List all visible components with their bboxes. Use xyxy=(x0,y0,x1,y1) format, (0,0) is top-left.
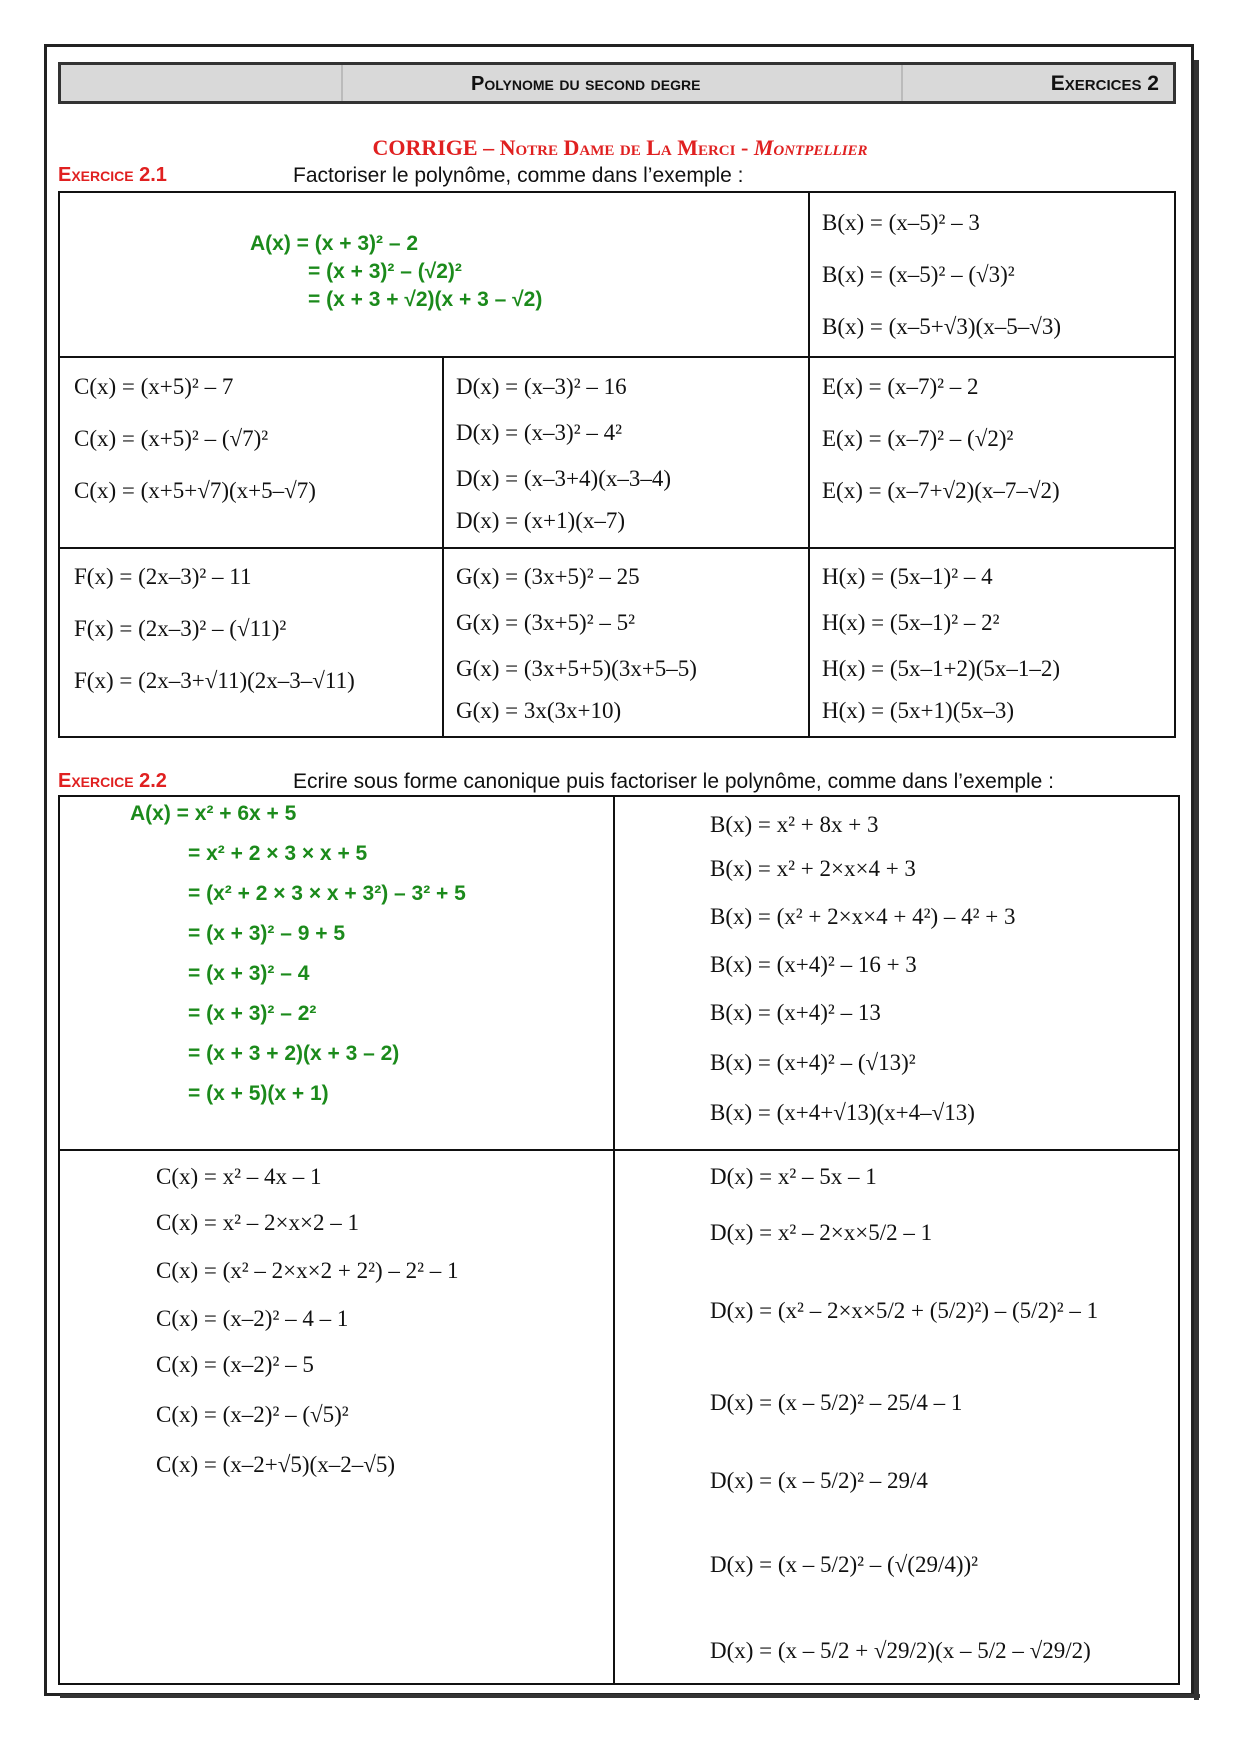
exercise-2-2-label: Exercice 2.2 xyxy=(58,770,167,792)
exercise-2-1-instruction: Factoriser le polynôme, comme dans l’exemple : xyxy=(293,164,744,187)
header-exercises: Exercices 2 xyxy=(1050,72,1159,95)
header-title: Polynome du second degre xyxy=(471,73,701,95)
page-header xyxy=(58,62,1176,104)
exercise-2-1-label: Exercice 2.1 xyxy=(58,164,167,186)
corrige-title: CORRIGE – Notre Dame de La Merci - Montpellier xyxy=(372,135,868,160)
exercise-2-2-table: A(x) = x² + 6x + 5 = x² + 2 × 3 × x + 5 = (x² + 2 × 3 × x + 3²) – 3² + 5 = (x + 3)² – 9 + 5 = (x + 3)² – 4 = (x + 3)² – 2² = (x + 3 + 2)(x + 3 – 2) = (x + 5)(x + 1) B(x) = x² + 8x + 3 B(x) = x² + 2×x×4 + 3 B(x) = (x² + 2×x×4 + 4²) – 4² + 3 B(x) = (x+4)² – 16 + 3 B(x) = (x+4)² – 13 B(x) = (x+4)² – (√13)² B(x) = (x+4+√13)(x+4–√13) C(x) = x² – 4x – 1 C(x) = x² – 2×x×2 – 1 C(x) = (x² – 2×x×2 + 2²) – 2² – 1 C(x) = (x–2)² – 4 – 1 C(x) = (x–2)² – 5 C(x) = (x–2)² – (√5)² C(x) = (x–2+√5)(x–2–√5) D(x) = x² – 5x – 1 D(x) = x² – 2×x×5/2 – 1 D(x) = (x² – 2×x×5/2 + (5/2)²) – (5/2)² – 1 D(x) = (x – 5/2)² – 25/4 – 1 D(x) = (x – 5/2)² – 29/4 D(x) = (x – 5/2)² – (√(29/4))² D(x) = (x – 5/2 + √29/2)(x – 5/2 – √29/2) xyxy=(58,795,1180,1685)
frame-shadow xyxy=(60,1694,1200,1698)
frame-shadow xyxy=(1194,60,1199,1700)
exercise-2-2-instruction: Ecrire sous forme canonique puis factoriser le polynôme, comme dans l’exemple : xyxy=(293,770,1055,793)
exercise-2-1-table: A(x) = (x + 3)² – 2 = (x + 3)² – (√2)² = (x + 3 + √2)(x + 3 – √2) B(x) = (x–5)² – 3 B(x) = (x–5)² – (√3)² B(x) = (x–5+√3)(x–5–√3) C(x) = (x+5)² – 7 C(x) = (x+5)² – (√7)² C(x) = (x+5+√7)(x+5–√7) D(x) = (x–3)² – 16 D(x) = (x–3)² – 4² D(x) = (x–3+4)(x–3–4) D(x) = (x+1)(x–7) E(x) = (x–7)² – 2 E(x) = (x–7)² – (√2)² E(x) = (x–7+√2)(x–7–√2) F(x) = (2x–3)² – 11 F(x) = (2x–3)² – (√11)² F(x) = (2x–3+√11)(2x–3–√11) G(x) = (3x+5)² – 25 G(x) = (3x+5)² – 5² G(x) = (3x+5+5)(3x+5–5) G(x) = 3x(3x+10) H(x) = (5x–1)² – 4 H(x) = (5x–1)² – 2² H(x) = (5x–1+2)(5x–1–2) H(x) = (5x+1)(5x–3) xyxy=(58,191,1176,738)
